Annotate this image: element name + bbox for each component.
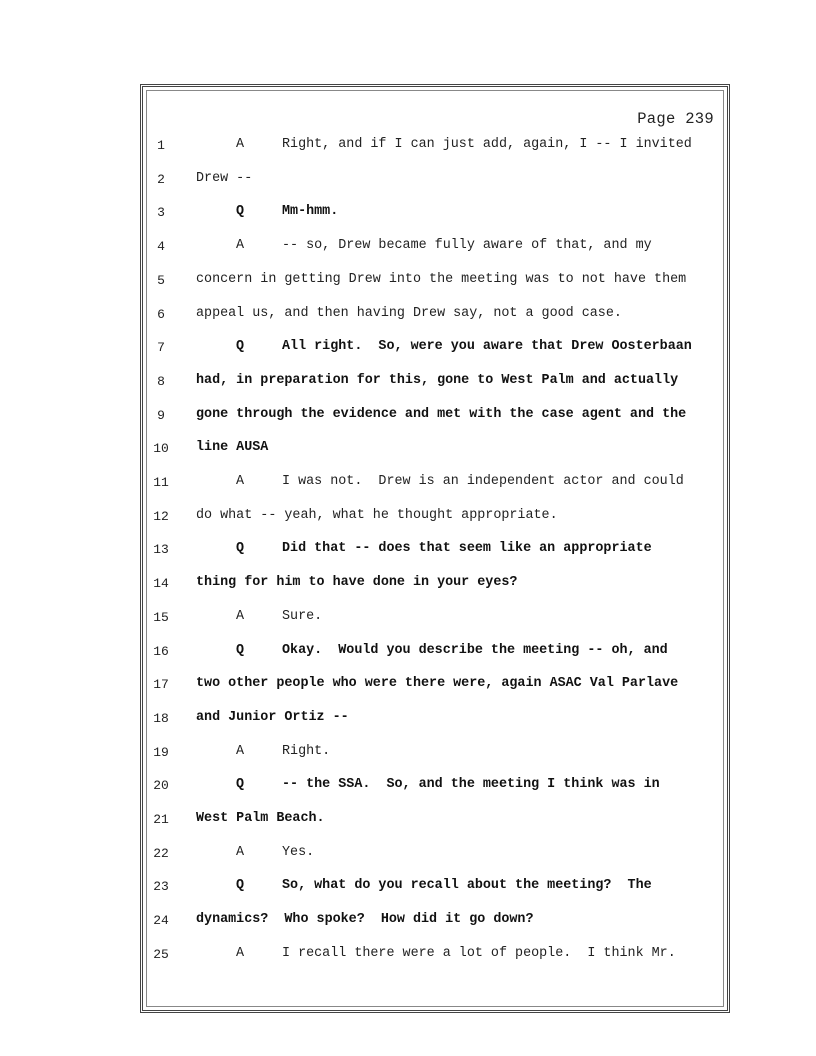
speaker-label: Q (236, 541, 245, 557)
line-text: gone through the evidence and met with the case agent and the (196, 406, 687, 422)
transcript-line (0, 439, 816, 461)
line-text: Did that -- does that seem like an appropriate (282, 541, 652, 557)
transcript-line (0, 877, 816, 899)
speaker-label: A (236, 137, 245, 152)
page-number: Page 239 (637, 110, 714, 128)
speaker-label: Q (236, 777, 245, 793)
line-text: -- so, Drew became fully aware of that, and my (282, 238, 652, 254)
line-number: 9 (157, 407, 165, 423)
line-number: 25 (153, 946, 169, 962)
transcript-line (0, 406, 816, 428)
transcript-line (0, 170, 816, 192)
line-number: 21 (153, 812, 169, 827)
transcript-line (0, 911, 816, 933)
transcript-line (0, 237, 816, 259)
line-text: All right. So, were you aware that Drew Oosterbaan (282, 339, 692, 355)
line-text: Okay. Would you describe the meeting -- oh, and (282, 642, 668, 658)
line-number: 11 (153, 475, 169, 490)
transcript-line (0, 507, 816, 529)
transcript-line (0, 574, 816, 596)
line-text: do what -- yeah, what he thought appropriate. (196, 507, 558, 523)
line-text: Right, and if I can just add, again, I -- I invited (282, 137, 692, 152)
transcript-line (0, 709, 816, 731)
transcript-line (0, 743, 816, 765)
speaker-label: A (236, 945, 245, 961)
speaker-label: Q (236, 204, 245, 220)
line-number: 6 (157, 306, 165, 322)
transcript-line (0, 776, 816, 798)
line-number: 18 (153, 710, 169, 726)
speaker-label: A (236, 608, 245, 624)
line-number: 17 (153, 677, 169, 693)
transcript-line (0, 945, 816, 967)
line-number: 7 (157, 340, 165, 356)
line-text: appeal us, and then having Drew say, not a good case. (196, 305, 622, 321)
speaker-label: A (236, 743, 245, 759)
line-text: dynamics? Who spoke? How did it go down? (196, 912, 534, 928)
transcript-line (0, 844, 816, 866)
line-number: 4 (157, 239, 165, 255)
line-number: 20 (153, 778, 169, 794)
speaker-label: A (236, 238, 245, 254)
line-text: Drew -- (196, 170, 253, 186)
line-text: West Palm Beach. (196, 811, 325, 826)
line-number: 5 (157, 272, 165, 288)
line-number: 23 (153, 879, 169, 895)
speaker-label: A (236, 844, 245, 860)
line-text: concern in getting Drew into the meeting was to not have them (196, 271, 687, 287)
line-text: -- the SSA. So, and the meeting I think was in (282, 777, 660, 793)
line-number: 14 (153, 576, 169, 592)
line-text: Yes. (282, 844, 315, 860)
line-number: 12 (153, 508, 169, 524)
transcript-line (0, 372, 816, 394)
line-text: I recall there were a lot of people. I think Mr. (282, 945, 676, 961)
line-number: 8 (157, 373, 165, 389)
line-text: line AUSA (196, 440, 269, 456)
transcript-line (0, 136, 816, 158)
transcript-line (0, 608, 816, 630)
line-number: 15 (153, 609, 169, 625)
speaker-label: Q (236, 642, 245, 658)
line-text: thing for him to have done in your eyes? (196, 575, 518, 591)
speaker-label: Q (236, 339, 245, 355)
line-number: 13 (153, 542, 169, 558)
transcript-line (0, 305, 816, 327)
transcript-line (0, 642, 816, 664)
line-text: Right. (282, 743, 331, 759)
line-number: 1 (157, 138, 165, 153)
transcript-line (0, 473, 816, 495)
transcript-line (0, 271, 816, 293)
line-number: 19 (153, 744, 169, 760)
line-text: So, what do you recall about the meeting? The (282, 878, 652, 894)
line-text: I was not. Drew is an independent actor and could (282, 474, 684, 489)
line-text: two other people who were there were, again ASAC Val Parlave (196, 676, 679, 692)
transcript-line (0, 810, 816, 832)
line-text: had, in preparation for this, gone to West Palm and actually (196, 372, 679, 388)
line-text: and Junior Ortiz -- (196, 709, 349, 725)
line-number: 10 (153, 441, 169, 457)
speaker-label: Q (236, 878, 245, 894)
line-text: Mm-hmm. (282, 204, 339, 220)
line-number: 2 (157, 171, 165, 187)
transcript-line (0, 203, 816, 225)
transcript-line (0, 338, 816, 360)
line-number: 24 (153, 913, 169, 929)
transcript-line (0, 540, 816, 562)
speaker-label: A (236, 474, 245, 489)
line-number: 22 (153, 845, 169, 861)
transcript-line (0, 675, 816, 697)
line-text: Sure. (282, 608, 323, 624)
line-number: 16 (153, 643, 169, 659)
line-number: 3 (157, 205, 165, 221)
